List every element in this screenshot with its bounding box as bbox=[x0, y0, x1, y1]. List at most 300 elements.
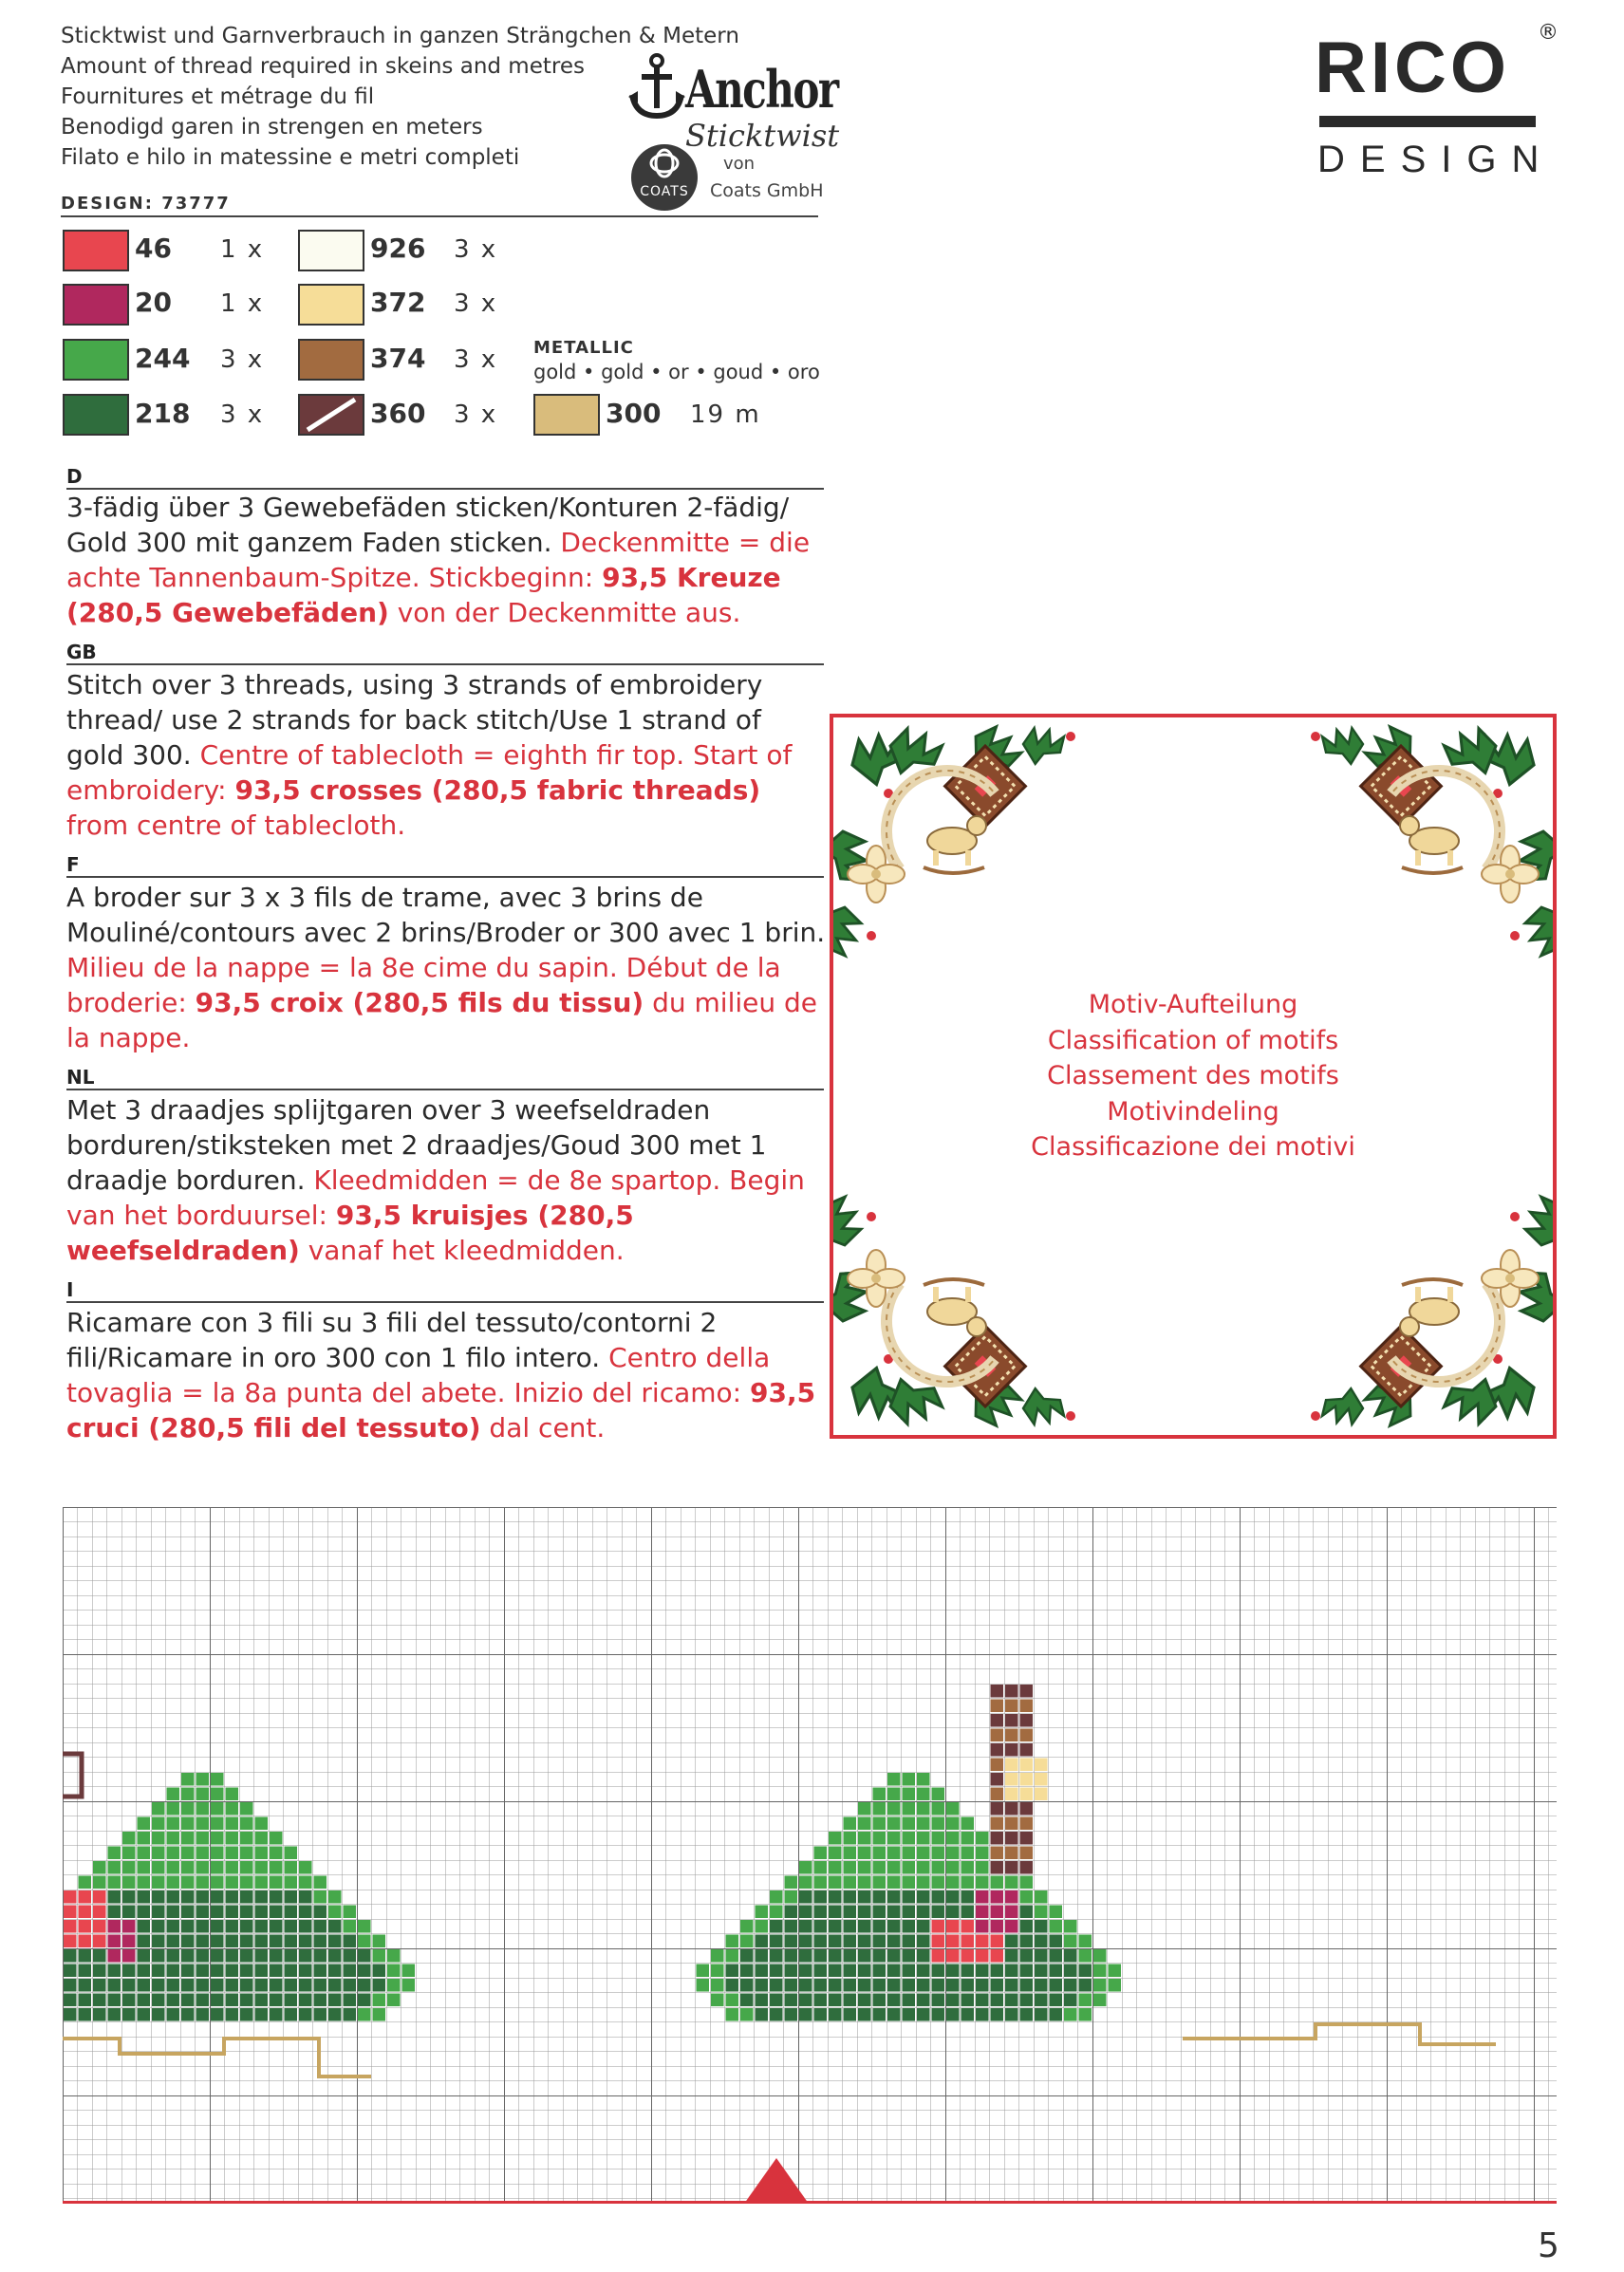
stitch-cell bbox=[152, 1890, 165, 1904]
stitch-cell bbox=[903, 1876, 916, 1890]
stitch-cell bbox=[903, 1935, 916, 1948]
stitch-cell bbox=[211, 1788, 224, 1801]
stitch-cell bbox=[79, 1935, 92, 1948]
stitch-cell bbox=[740, 1994, 754, 2007]
stitch-cell bbox=[373, 1935, 386, 1948]
stitch-cell bbox=[814, 1994, 828, 2007]
swatch-360 bbox=[298, 394, 364, 436]
stitch-cell bbox=[844, 1890, 857, 1904]
stitch-cell bbox=[240, 1994, 253, 2007]
stitch-cell bbox=[167, 2008, 180, 2021]
stitch-cell bbox=[799, 1935, 812, 1948]
stitch-cell bbox=[285, 2008, 298, 2021]
stitch-cell bbox=[226, 1979, 239, 1992]
stitch-cell bbox=[1079, 2008, 1092, 2021]
stitch-cell bbox=[903, 1920, 916, 1933]
metallic-title: METALLIC bbox=[533, 338, 634, 358]
stitch-cell bbox=[711, 1965, 724, 1978]
stitch-cell bbox=[152, 1861, 165, 1874]
stitch-cell bbox=[285, 1994, 298, 2007]
swatch-218 bbox=[63, 394, 129, 436]
stitch-cell bbox=[799, 1890, 812, 1904]
stitch-cell bbox=[328, 1994, 342, 2007]
stitch-cell bbox=[93, 1906, 106, 1919]
stitch-cell bbox=[64, 1965, 77, 1978]
stitch-cell bbox=[1020, 1979, 1034, 1992]
stitch-cell bbox=[844, 1847, 857, 1860]
stitch-cell bbox=[917, 2008, 930, 2021]
stitch-cell bbox=[211, 1920, 224, 1933]
stitch-cell bbox=[344, 2008, 357, 2021]
stitch-cell bbox=[785, 1965, 798, 1978]
stitch-cell bbox=[961, 1890, 975, 1904]
stitch-cell bbox=[991, 1861, 1004, 1874]
stitch-cell bbox=[1035, 1994, 1048, 2007]
header-line-nl: Benodigd garen in strengen en meters bbox=[61, 115, 483, 140]
stitch-cell bbox=[858, 2008, 871, 2021]
stitch-cell bbox=[152, 1832, 165, 1845]
stitch-cell bbox=[255, 1965, 269, 1978]
stitch-cell bbox=[122, 1949, 136, 1963]
stitch-cell bbox=[138, 1994, 151, 2007]
anchor-brand: Anchor bbox=[685, 59, 838, 120]
anchor-product: Sticktwist bbox=[685, 118, 840, 154]
stitch-cell bbox=[255, 1876, 269, 1890]
stitch-cell bbox=[1020, 1743, 1034, 1757]
stitch-cell bbox=[1020, 1847, 1034, 1860]
stitch-cell bbox=[240, 1920, 253, 1933]
stitch-cell bbox=[903, 1906, 916, 1919]
instruction-text: 3-fädig über 3 Gewebefäden sticken/Konturen 2-fädig/ Gold 300 mit ganzem Faden sticken. bbox=[66, 492, 790, 558]
stitch-cell bbox=[240, 1965, 253, 1978]
stitch-cell bbox=[122, 1847, 136, 1860]
instruction-text: A broder sur 3 x 3 fils de trame, avec 3 brins de Mouliné/contours avec 2 brins/Broder or 300 avec 1 brin. bbox=[66, 882, 826, 948]
stitch-cell bbox=[64, 1994, 77, 2007]
stitch-cell bbox=[1005, 1685, 1018, 1698]
stitch-cell bbox=[991, 1773, 1004, 1786]
stitch-cell bbox=[917, 1890, 930, 1904]
stitch-cell bbox=[799, 1861, 812, 1874]
stitch-cell bbox=[917, 1788, 930, 1801]
stitch-cell bbox=[858, 1876, 871, 1890]
stitch-cell bbox=[1064, 1965, 1077, 1978]
stitch-cell bbox=[946, 1994, 960, 2007]
stitch-cell bbox=[1005, 1759, 1018, 1772]
stitch-cell bbox=[873, 1876, 887, 1890]
stitch-cell bbox=[358, 1935, 371, 1948]
stitch-cell bbox=[122, 1832, 136, 1845]
stitch-cell bbox=[946, 1817, 960, 1831]
stitch-cell bbox=[829, 1935, 842, 1948]
stitch-cell bbox=[917, 1876, 930, 1890]
stitch-cell bbox=[976, 1832, 989, 1845]
stitch-cell bbox=[1020, 1935, 1034, 1948]
stitch-cell bbox=[829, 1920, 842, 1933]
stitch-cell bbox=[991, 1743, 1004, 1757]
stitch-cell bbox=[152, 1906, 165, 1919]
stitch-cell bbox=[255, 1890, 269, 1904]
stitch-cell bbox=[961, 1979, 975, 1992]
stitch-cell bbox=[991, 1994, 1004, 2007]
stitch-cell bbox=[917, 1949, 930, 1963]
stitch-cell bbox=[946, 1965, 960, 1978]
stitch-cell bbox=[299, 1965, 312, 1978]
stitch-cell bbox=[961, 1994, 975, 2007]
stitch-cell bbox=[299, 1906, 312, 1919]
stitch-cell bbox=[976, 1847, 989, 1860]
stitch-cell bbox=[770, 1949, 783, 1963]
stitch-cell bbox=[108, 2008, 121, 2021]
stitch-cell bbox=[344, 1920, 357, 1933]
stitch-cell bbox=[1005, 1817, 1018, 1831]
metallic-number: 300 bbox=[606, 398, 662, 429]
stitch-cell bbox=[299, 1949, 312, 1963]
stitch-cell bbox=[196, 1949, 210, 1963]
stitch-cell bbox=[887, 1994, 901, 2007]
stitch-cell bbox=[1005, 1979, 1018, 1992]
stitch-cell bbox=[255, 1847, 269, 1860]
swatch-46 bbox=[63, 230, 129, 271]
stitch-cell bbox=[167, 1979, 180, 1992]
stitch-cell bbox=[211, 1965, 224, 1978]
stitch-cell bbox=[887, 1979, 901, 1992]
stitch-cell bbox=[1005, 1920, 1018, 1933]
stitch-cell bbox=[946, 1861, 960, 1874]
stitch-cell bbox=[887, 1920, 901, 1933]
stitch-cell bbox=[1079, 1994, 1092, 2007]
stitch-cell bbox=[829, 2008, 842, 2021]
stitch-cell bbox=[991, 1700, 1004, 1713]
stitch-cell bbox=[358, 2008, 371, 2021]
stitch-cell bbox=[873, 1949, 887, 1963]
stitch-cell bbox=[1079, 1979, 1092, 1992]
stitch-cell bbox=[285, 1949, 298, 1963]
stitch-cell bbox=[917, 1861, 930, 1874]
stitch-cell bbox=[93, 1935, 106, 1948]
stitch-cell bbox=[270, 2008, 283, 2021]
stitch-cell bbox=[122, 1906, 136, 1919]
backstitch-diagonal-icon bbox=[300, 396, 363, 434]
stitch-cell bbox=[991, 1965, 1004, 1978]
stitch-cell bbox=[873, 1847, 887, 1860]
stitch-cell bbox=[976, 1949, 989, 1963]
coats-flower-icon bbox=[631, 144, 698, 186]
instruction-start-ref: von der Deckenmitte aus. bbox=[388, 597, 741, 628]
stitch-cell bbox=[344, 1994, 357, 2007]
stitch-cell bbox=[181, 1906, 195, 1919]
stitch-cell bbox=[211, 1802, 224, 1816]
stitch-cell bbox=[167, 1906, 180, 1919]
stitch-cell bbox=[991, 1788, 1004, 1801]
anchor-von: von bbox=[723, 154, 756, 174]
thread-quantity: 3 x bbox=[220, 345, 265, 374]
stitch-cell bbox=[181, 2008, 195, 2021]
instruction-text: Met 3 draadjes splijtgaren over 3 weefseldraden borduren/stiksteken met 2 draadjes/Goud 300 met 1 draadje borduren. bbox=[66, 1094, 767, 1196]
stitch-cell bbox=[991, 1817, 1004, 1831]
instructions-gb bbox=[66, 667, 826, 843]
coats-badge-label: COATS bbox=[640, 184, 689, 199]
stitch-cell bbox=[138, 1847, 151, 1860]
stitch-cell bbox=[873, 1788, 887, 1801]
stitch-cell bbox=[756, 1920, 769, 1933]
stitch-cell bbox=[903, 1949, 916, 1963]
section-rule bbox=[66, 1089, 824, 1090]
stitch-cell bbox=[167, 1920, 180, 1933]
stitch-cell bbox=[314, 1994, 327, 2007]
cross-stitch-chart bbox=[63, 1507, 1557, 2204]
stitch-cell bbox=[961, 2008, 975, 2021]
stitch-cell bbox=[1020, 2008, 1034, 2021]
stitch-cell bbox=[1005, 1906, 1018, 1919]
stitch-cell bbox=[1035, 1906, 1048, 1919]
stitch-cell bbox=[740, 1920, 754, 1933]
stitch-cell bbox=[255, 1979, 269, 1992]
stitch-cell bbox=[740, 1949, 754, 1963]
corner-motif-bottom-right bbox=[1311, 1194, 1553, 1435]
stitch-cell bbox=[785, 1979, 798, 1992]
stitch-cell bbox=[887, 1773, 901, 1786]
stitch-cell bbox=[1020, 1920, 1034, 1933]
stitch-cell bbox=[152, 1965, 165, 1978]
stitch-cell bbox=[167, 1788, 180, 1801]
swatch-20 bbox=[63, 284, 129, 326]
stitch-cell bbox=[946, 1832, 960, 1845]
stitch-cell bbox=[152, 1949, 165, 1963]
stitch-cell bbox=[976, 1920, 989, 1933]
stitch-cell bbox=[196, 1920, 210, 1933]
stitch-cell bbox=[344, 1979, 357, 1992]
stitch-cell bbox=[829, 1965, 842, 1978]
stitch-cell bbox=[873, 1802, 887, 1816]
stitch-cell bbox=[108, 1906, 121, 1919]
stitch-cell bbox=[1020, 1817, 1034, 1831]
motif-caption-it: Classificazione dei motivi bbox=[1031, 1132, 1355, 1162]
stitch-cell bbox=[270, 1876, 283, 1890]
stitch-cell bbox=[122, 2008, 136, 2021]
stitch-cell bbox=[152, 1979, 165, 1992]
stitch-cell bbox=[255, 1920, 269, 1933]
stitch-cell bbox=[167, 1890, 180, 1904]
stitch-cell bbox=[270, 1861, 283, 1874]
stitch-cell bbox=[858, 1847, 871, 1860]
stitch-cell bbox=[873, 1832, 887, 1845]
stitch-cell bbox=[814, 1876, 828, 1890]
thread-number: 372 bbox=[370, 287, 426, 318]
stitch-cell bbox=[122, 1935, 136, 1948]
stitch-cell bbox=[1020, 1994, 1034, 2007]
stitch-cell bbox=[697, 1979, 710, 1992]
stitch-cell bbox=[844, 1965, 857, 1978]
stitch-cell bbox=[196, 1861, 210, 1874]
stitch-cell bbox=[270, 1847, 283, 1860]
stitch-cell bbox=[887, 1949, 901, 1963]
stitch-cell bbox=[122, 1979, 136, 1992]
stitch-cell bbox=[1064, 1979, 1077, 1992]
header-line-it: Filato e hilo in matessine e metri completi bbox=[61, 145, 520, 170]
stitch-cell bbox=[932, 2008, 945, 2021]
metallic-subtitle: gold • gold • or • goud • oro bbox=[533, 361, 820, 383]
stitch-cell bbox=[799, 1920, 812, 1933]
stitch-cell bbox=[917, 1773, 930, 1786]
stitch-cell bbox=[138, 1906, 151, 1919]
stitch-cell bbox=[903, 1802, 916, 1816]
stitch-cell bbox=[873, 1906, 887, 1919]
stitch-cell bbox=[181, 1949, 195, 1963]
stitch-cell bbox=[858, 1935, 871, 1948]
stitch-cell bbox=[299, 1890, 312, 1904]
stitch-cell bbox=[211, 1773, 224, 1786]
stitch-cell bbox=[829, 1847, 842, 1860]
stitch-cell bbox=[167, 1935, 180, 1948]
stitch-cell bbox=[93, 2008, 106, 2021]
stitch-cell bbox=[181, 1861, 195, 1874]
instruction-start-ref: du milieu de la nappe. bbox=[66, 987, 817, 1053]
stitch-cell bbox=[344, 1906, 357, 1919]
stitch-cell bbox=[844, 1832, 857, 1845]
swatch-374 bbox=[298, 339, 364, 381]
stitch-cell bbox=[152, 1847, 165, 1860]
stitch-cell bbox=[64, 1935, 77, 1948]
stitch-cell bbox=[976, 1861, 989, 1874]
stitch-cell bbox=[240, 1906, 253, 1919]
stitch-cell bbox=[873, 1920, 887, 1933]
stitch-cell bbox=[108, 1890, 121, 1904]
stitch-cell bbox=[138, 1949, 151, 1963]
stitch-cell bbox=[858, 1802, 871, 1816]
stitch-cell bbox=[373, 1965, 386, 1978]
thread-quantity: 3 x bbox=[454, 400, 498, 429]
stitch-cell bbox=[858, 1979, 871, 1992]
stitch-cell bbox=[770, 1906, 783, 1919]
stitch-cell bbox=[138, 1817, 151, 1831]
stitch-cell bbox=[1005, 1994, 1018, 2007]
thread-quantity: 3 x bbox=[454, 289, 498, 318]
stitch-cell bbox=[226, 1847, 239, 1860]
stitch-cell bbox=[726, 1965, 739, 1978]
stitch-cell bbox=[1035, 1890, 1048, 1904]
stitch-cell bbox=[991, 1949, 1004, 1963]
stitch-cell bbox=[1050, 1994, 1063, 2007]
stitch-cell bbox=[1050, 1920, 1063, 1933]
stitch-cell bbox=[991, 1802, 1004, 1816]
rico-logo-subtitle: DESIGN bbox=[1317, 139, 1555, 180]
header-line-fr: Fournitures et métrage du fil bbox=[61, 84, 375, 109]
stitch-cell bbox=[270, 1965, 283, 1978]
stitch-cell bbox=[1020, 1802, 1034, 1816]
stitch-cell bbox=[887, 1847, 901, 1860]
coats-logo bbox=[631, 144, 698, 211]
motif-caption-fr: Classement des motifs bbox=[1047, 1061, 1339, 1090]
thread-number: 244 bbox=[135, 343, 191, 374]
rico-registered-mark: ® bbox=[1538, 21, 1559, 45]
instruction-start-count: 93,5 Kreuze (280,5 Gewebefäden) bbox=[66, 562, 781, 628]
stitch-cell bbox=[211, 1994, 224, 2007]
stitch-cell bbox=[844, 2008, 857, 2021]
coats-company: Coats GmbH bbox=[710, 180, 824, 201]
stitch-cell bbox=[932, 1788, 945, 1801]
stitch-cell bbox=[903, 1861, 916, 1874]
stitch-cell bbox=[328, 1920, 342, 1933]
stitch-cell bbox=[844, 1906, 857, 1919]
corner-motif-top-right bbox=[1311, 718, 1553, 959]
stitch-cell bbox=[79, 1979, 92, 1992]
stitch-cell bbox=[211, 2008, 224, 2021]
stitch-cell bbox=[211, 1861, 224, 1874]
stitch-cell bbox=[255, 1861, 269, 1874]
stitch-cell bbox=[711, 1949, 724, 1963]
stitch-cell bbox=[108, 1949, 121, 1963]
stitch-cell bbox=[152, 1920, 165, 1933]
stitch-cell bbox=[887, 1817, 901, 1831]
stitch-cell bbox=[108, 1920, 121, 1933]
stitch-cell bbox=[740, 2008, 754, 2021]
stitch-cell bbox=[358, 1949, 371, 1963]
stitch-cell bbox=[181, 1920, 195, 1933]
stitch-cell bbox=[873, 1935, 887, 1948]
stitch-cell bbox=[903, 1965, 916, 1978]
stitch-cell bbox=[1005, 2008, 1018, 2021]
stitch-cell bbox=[314, 1920, 327, 1933]
stitch-cell bbox=[299, 2008, 312, 2021]
instruction-text: Stitch over 3 threads, using 3 strands of embroidery thread/ use 2 strands for back stitch/Use 1 strand of gold 300. bbox=[66, 669, 763, 771]
stitch-cell bbox=[726, 1994, 739, 2007]
stitch-cell bbox=[64, 1890, 77, 1904]
stitch-cell bbox=[226, 1890, 239, 1904]
stitch-cell bbox=[740, 1965, 754, 1978]
stitch-cell bbox=[64, 1949, 77, 1963]
swatch-300-gold bbox=[533, 394, 600, 436]
stitch-cell bbox=[196, 1788, 210, 1801]
instruction-start-ref: from centre of tablecloth. bbox=[66, 810, 406, 841]
stitch-cell bbox=[1020, 1876, 1034, 1890]
stitch-cell bbox=[829, 1979, 842, 1992]
stitch-cell bbox=[961, 1965, 975, 1978]
stitch-cell bbox=[887, 1802, 901, 1816]
stitch-cell bbox=[240, 1935, 253, 1948]
stitch-cell bbox=[270, 1906, 283, 1919]
stitch-cell bbox=[844, 1979, 857, 1992]
stitch-cell bbox=[344, 1965, 357, 1978]
stitch-cell bbox=[961, 1847, 975, 1860]
stitch-cell bbox=[873, 1890, 887, 1904]
stitch-cell bbox=[844, 1861, 857, 1874]
stitch-cell bbox=[226, 1965, 239, 1978]
stitch-cell bbox=[79, 1965, 92, 1978]
stitch-cell bbox=[108, 1994, 121, 2007]
stitch-cell bbox=[770, 1965, 783, 1978]
stitch-cell bbox=[240, 1832, 253, 1845]
stitch-cell bbox=[903, 1890, 916, 1904]
thread-quantity: 3 x bbox=[454, 235, 498, 264]
stitch-cell bbox=[328, 1935, 342, 1948]
stitch-cell bbox=[991, 2008, 1004, 2021]
stitch-cell bbox=[1064, 1949, 1077, 1963]
stitch-cell bbox=[1005, 1949, 1018, 1963]
stitch-cell bbox=[976, 1965, 989, 1978]
stitch-cell bbox=[196, 1979, 210, 1992]
stitch-cell bbox=[226, 2008, 239, 2021]
stitch-cell bbox=[858, 1861, 871, 1874]
stitch-cell bbox=[844, 1994, 857, 2007]
stitch-cell bbox=[1005, 1773, 1018, 1786]
stitch-cell bbox=[387, 1949, 401, 1963]
stitch-cell bbox=[887, 1965, 901, 1978]
stitch-cell bbox=[226, 1994, 239, 2007]
stitch-cell bbox=[138, 1890, 151, 1904]
stitch-cell bbox=[1050, 1965, 1063, 1978]
stitch-cell bbox=[917, 1920, 930, 1933]
stitch-cell bbox=[976, 1876, 989, 1890]
